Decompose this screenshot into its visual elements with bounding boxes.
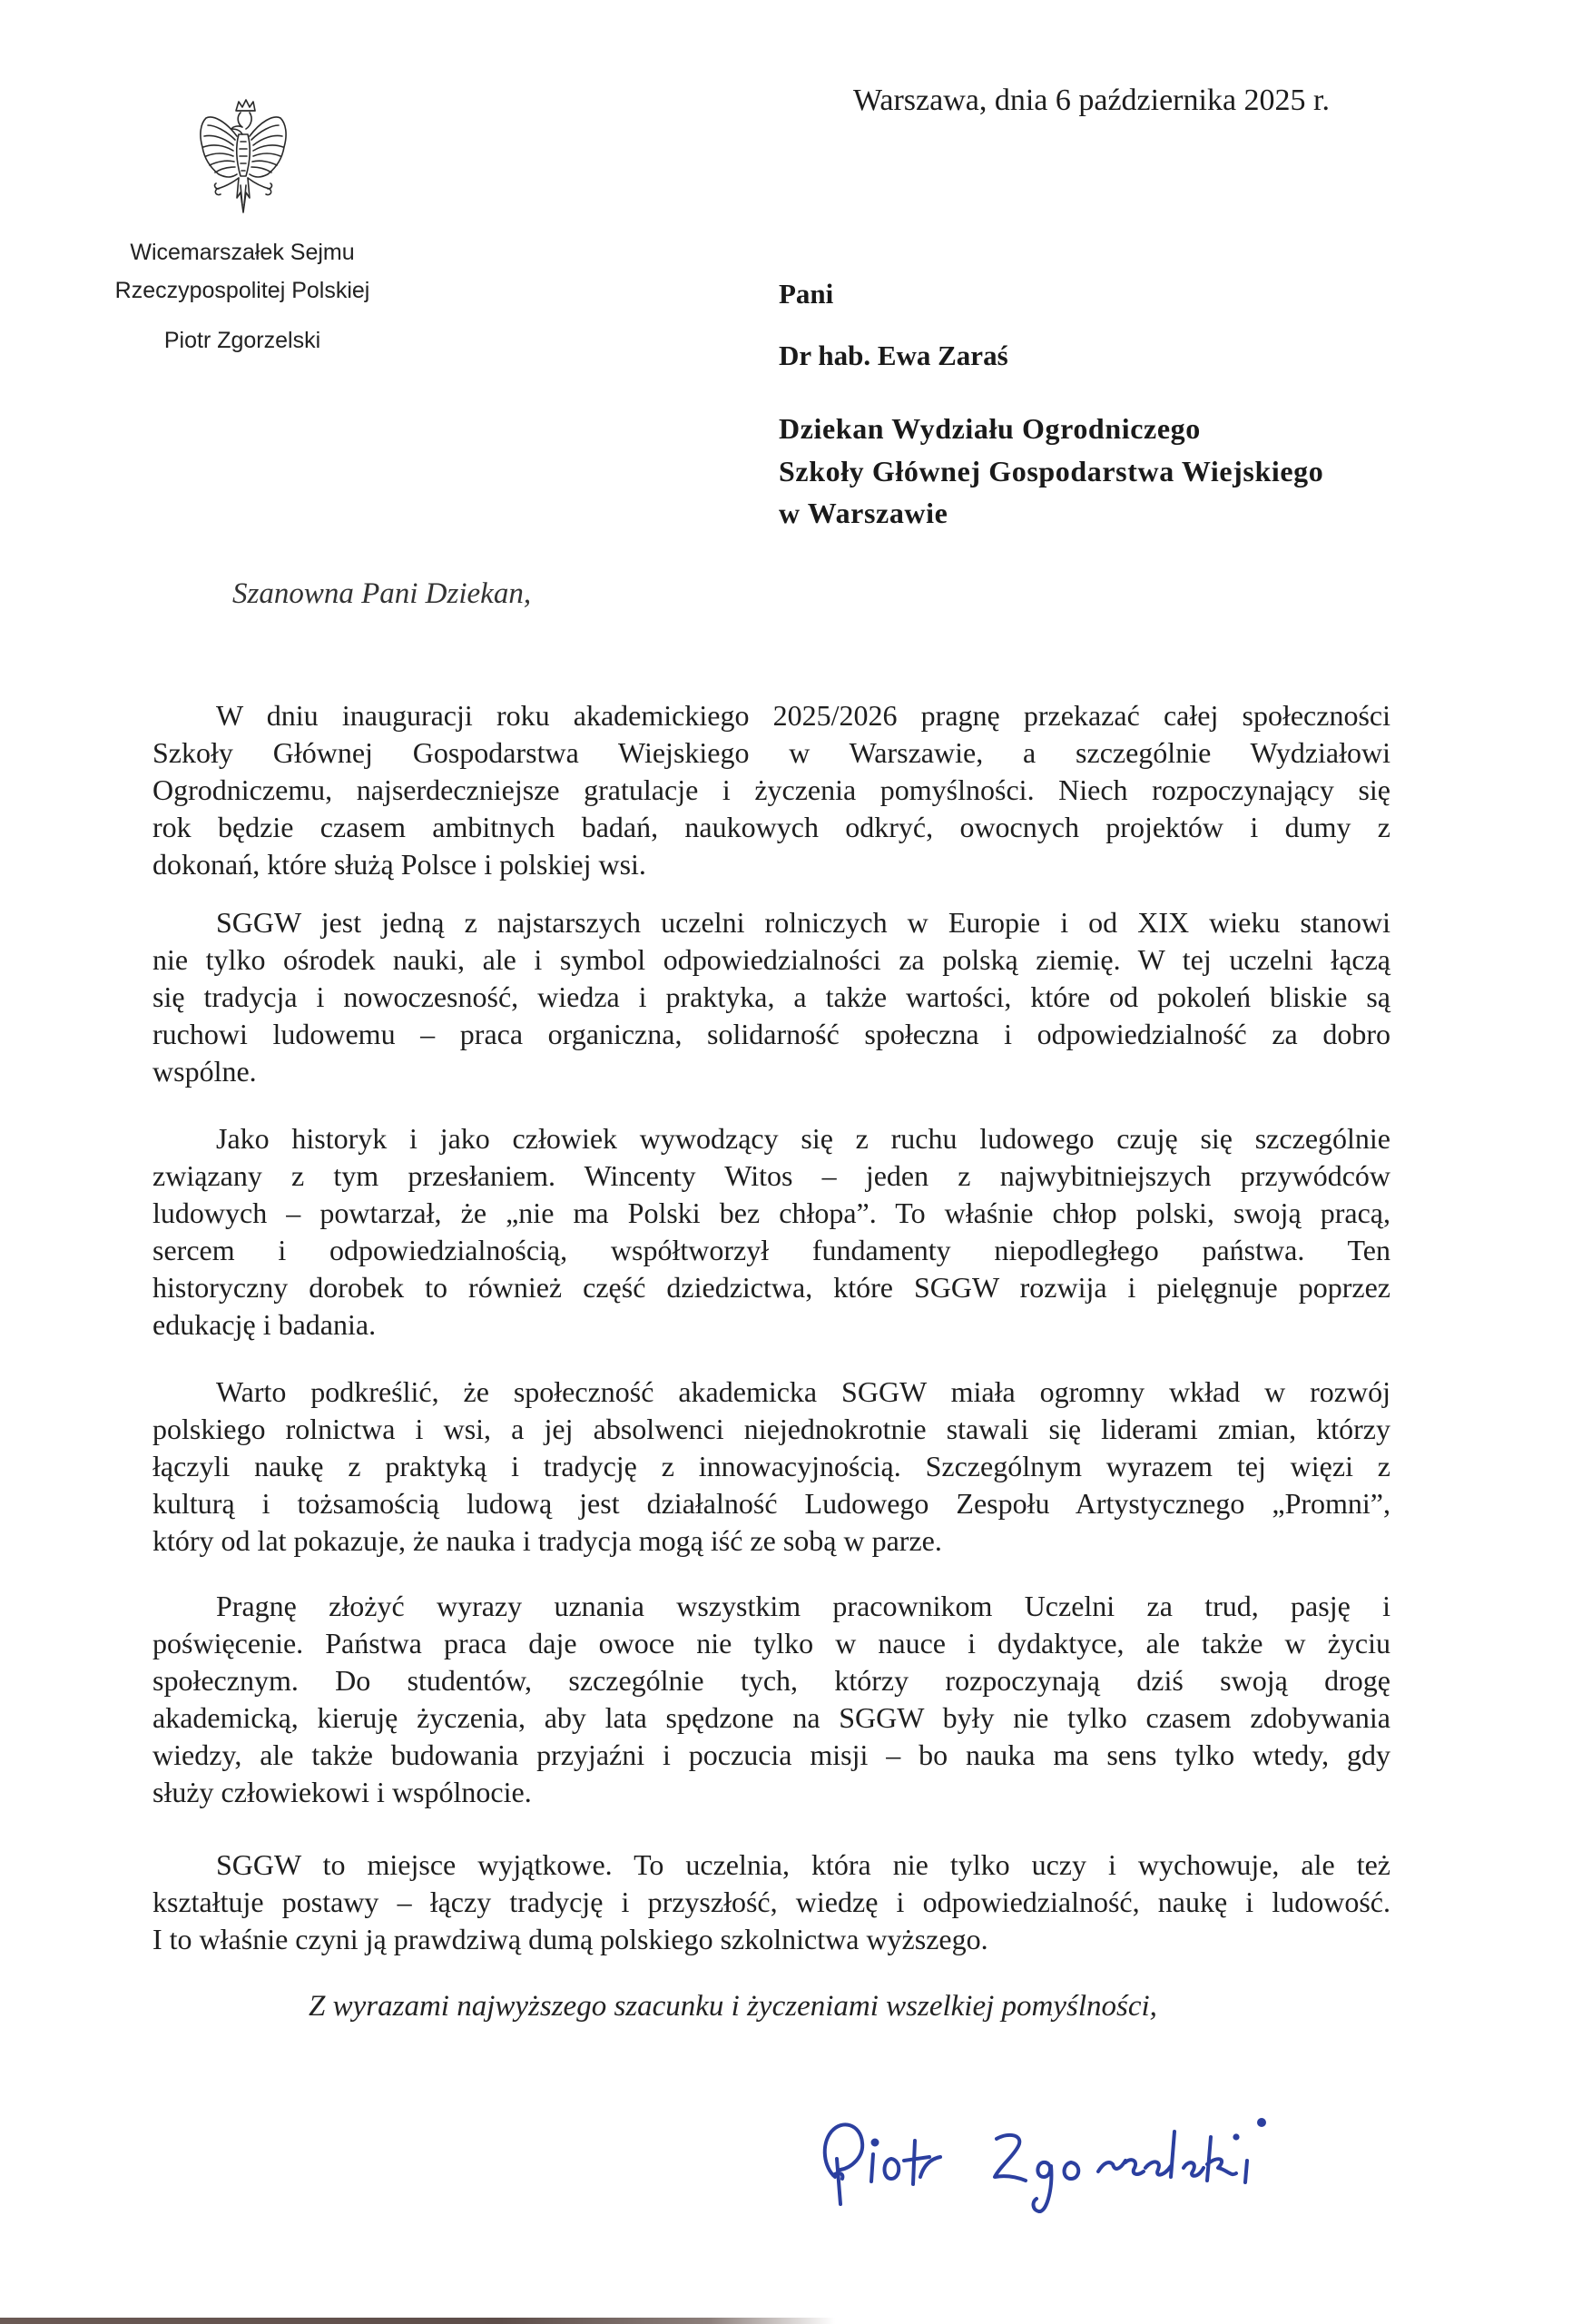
sender-title-line1: Wicemarszałek Sejmu	[130, 240, 355, 265]
paragraph-line: Pragnę złożyć wyrazy uznania wszystkim pracownikom Uczelni za trud, pasję i	[216, 1590, 1390, 1622]
paragraph-line: Szkoły Głównej Gospodarstwa Wiejskiego w Warszawie, a szczególnie Wydziałowi	[152, 736, 1390, 769]
paragraph-line: SGGW to miejsce wyjątkowe. To uczelnia, która nie tylko uczy i wychowuje, ale też	[216, 1848, 1390, 1881]
recipient-position-line: Szkoły Głównej Gospodarstwa Wiejskiego	[779, 455, 1324, 487]
scan-edge-line	[0, 2318, 835, 2324]
paragraph-line: związany z tym przesłaniem. Wincenty Witos – jeden z najwybitniejszych przywódców	[152, 1159, 1390, 1192]
body-paragraph-4	[152, 1374, 1390, 1560]
paragraph-line: ludowych – powtarzał, że „nie ma Polski bez chłopa”. To właśnie chłop polski, swoją pracą,	[152, 1196, 1390, 1229]
paragraph-line: się tradycja i nowoczesność, wiedza i praktyka, a także wartości, które od pokoleń bliskie są	[152, 980, 1390, 1013]
greeting: Szanowna Pani Dziekan,	[232, 577, 532, 610]
paragraph-line: dokonań, które służą Polsce i polskiej wsi.	[152, 848, 646, 881]
sender-title-line2: Rzeczypospolitej Polskiej	[114, 278, 370, 303]
paragraph-line: wiedzy, ale także budowania przyjaźni i poczucia misji – bo nauka ma sens tylko wtedy, gdy	[152, 1738, 1390, 1771]
paragraph-line: społecznym. Do studentów, szczególnie tych, którzy rozpoczynają dziś swoją drogę	[152, 1664, 1390, 1697]
paragraph-line: I to właśnie czyni ją prawdziwą dumą polskiego szkolnictwa wyższego.	[152, 1923, 988, 1955]
paragraph-line: który od lat pokazuje, że nauka i tradycja mogą iść ze sobą w parze.	[152, 1524, 942, 1557]
paragraph-line: sercem i odpowiedzialnością, współtworzył fundamenty niepodległego państwa. Ten	[152, 1234, 1390, 1266]
sender-name: Piotr Zgorzelski	[163, 328, 321, 353]
paragraph-line: poświęcenie. Państwa praca daje owoce nie tylko w nauce i dydaktyce, ale także w życiu	[152, 1627, 1390, 1659]
paragraph-line: edukację i badania.	[152, 1308, 377, 1341]
polish-eagle-emblem-icon	[186, 98, 300, 222]
paragraph-line: historyczny dorobek to również część dziedzictwa, które SGGW rozwija i pielęgnuje poprzez	[152, 1271, 1390, 1304]
body-paragraph-6	[152, 1846, 1390, 1958]
body-paragraph-3	[152, 1120, 1390, 1344]
body-paragraph-1	[152, 697, 1390, 883]
body-paragraph-5	[152, 1588, 1390, 1811]
recipient-salutation: Pani	[779, 278, 834, 310]
paragraph-line: rok będzie czasem ambitnych badań, naukowych odkryć, owocnych projektów i dumy z	[152, 811, 1390, 843]
paragraph-line: akademicką, kieruję życzenia, aby lata spędzone na SGGW były nie tylko czasem zdobywania	[152, 1701, 1390, 1734]
paragraph-line: kulturą i tożsamością ludową jest działalność Ludowego Zespołu Artystycznego „Promni”,	[152, 1487, 1390, 1520]
paragraph-line: SGGW jest jedną z najstarszych uczelni rolniczych w Europie i od XIX wieku stanowi	[216, 906, 1390, 939]
paragraph-line: wspólne.	[152, 1055, 257, 1088]
handwritten-signature-icon	[808, 2104, 1289, 2222]
paragraph-line: służy człowiekowi i wspólnocie.	[152, 1776, 532, 1808]
paragraph-line: nie tylko ośrodek nauki, ale i symbol odpowiedzialności za polską ziemię. W tej uczelni łączą	[152, 943, 1390, 976]
paragraph-line: łączyli naukę z praktyką i tradycję z innowacyjnością. Szczególnym wyrazem tej więzi z	[152, 1450, 1390, 1482]
paragraph-line: kształtuje postawy – łączy tradycję i przyszłość, wiedzę i odpowiedzialność, naukę i ludowość.	[152, 1886, 1390, 1918]
letter-date: Warszawa, dnia 6 października 2025 r.	[853, 84, 1330, 117]
recipient-position-line: Dziekan Wydziału Ogrodniczego	[779, 412, 1201, 445]
paragraph-line: W dniu inauguracji roku akademickiego 2025/2026 pragnę przekazać całej społeczności	[216, 699, 1390, 732]
closing-line: Z wyrazami najwyższego szacunku i życzeniami wszelkiej pomyślności,	[309, 1990, 1157, 2023]
paragraph-line: polskiego rolnictwa i wsi, a jej absolwenci niejednokrotnie stawali się liderami zmian, którzy	[152, 1413, 1390, 1445]
recipient-name: Dr hab. Ewa Zaraś	[779, 340, 1008, 371]
recipient-position-line: w Warszawie	[779, 497, 948, 529]
body-paragraph-2	[152, 904, 1390, 1090]
paragraph-line: Jako historyk i jako człowiek wywodzący się z ruchu ludowego czuję się szczególnie	[216, 1122, 1390, 1155]
paragraph-line: ruchowi ludowemu – praca organiczna, solidarność społeczna i odpowiedzialność za dobro	[152, 1018, 1390, 1050]
paragraph-line: Ogrodniczemu, najserdeczniejsze gratulacje i życzenia pomyślności. Niech rozpoczynający się	[152, 773, 1390, 806]
paragraph-line: Warto podkreślić, że społeczność akademicka SGGW miała ogromny wkład w rozwój	[216, 1375, 1390, 1408]
